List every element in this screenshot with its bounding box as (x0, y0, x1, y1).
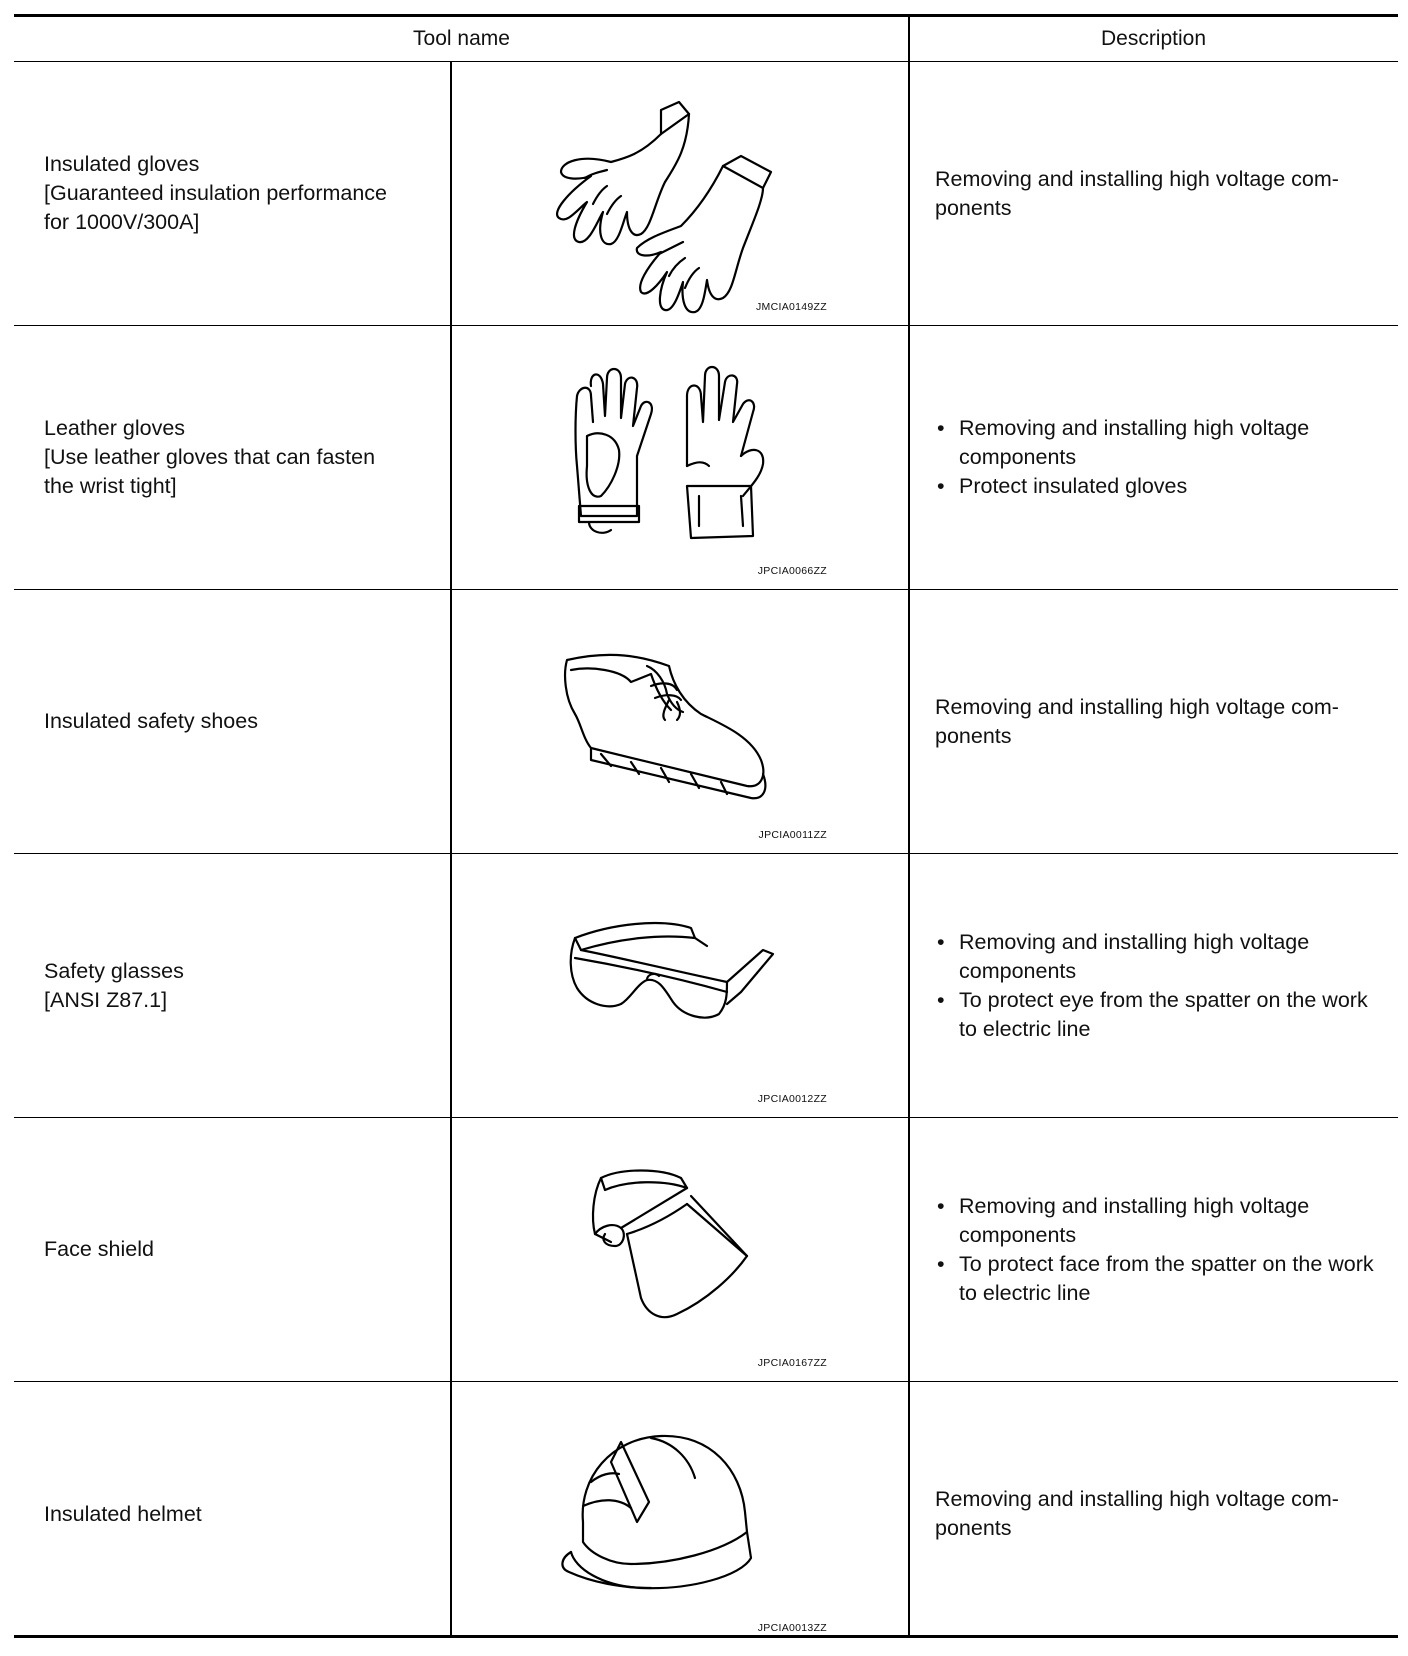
tool-name (44, 1118, 434, 1381)
insulated-helmet-icon (451, 1382, 909, 1646)
leather-gloves-icon (451, 326, 909, 590)
tool-description (935, 1382, 1391, 1646)
tool-name-line: [ANSI Z87.1] (44, 987, 168, 1012)
tool-description (935, 1118, 1391, 1381)
table-row (14, 590, 1398, 854)
tool-description (935, 62, 1391, 325)
description-bullet: • To protect face from the spatter on the work to electric line (935, 1250, 1391, 1308)
figure-code: JPCIA0012ZZ (757, 1093, 827, 1105)
description-line: Removing and installing high voltage com- (935, 1487, 1339, 1511)
tool-description (935, 854, 1391, 1117)
figure-code: JPCIA0066ZZ (757, 565, 827, 577)
header-tool-name: Tool name (413, 27, 510, 50)
tool-name (44, 590, 434, 853)
figure-code: JPCIA0167ZZ (757, 1357, 827, 1369)
description-bullets (935, 928, 1391, 1044)
description-line: ponents (935, 723, 1012, 748)
tool-name (44, 62, 434, 325)
description-bullets (935, 414, 1391, 501)
tool-name-line: Safety glasses (44, 958, 184, 983)
tool-name-line: [Use leather gloves that can fasten (44, 445, 376, 469)
safety-shoes-icon (451, 590, 909, 854)
tool-name-line: [Guaranteed insulation performance (44, 181, 388, 205)
figure-code: JPCIA0013ZZ (757, 1622, 827, 1634)
tool-name (44, 854, 434, 1117)
figure-code: JMCIA0149ZZ (756, 301, 827, 313)
tool-illustration (451, 62, 909, 325)
table-header (14, 17, 1398, 62)
description-line: ponents (935, 1516, 1012, 1540)
tool-name-line: Insulated safety shoes (44, 709, 258, 733)
figure-code: JPCIA0011ZZ (758, 829, 827, 841)
tool-illustration (451, 1382, 909, 1646)
tool-illustration (451, 590, 909, 853)
insulated-gloves-icon (451, 62, 909, 326)
table-row (14, 1382, 1398, 1646)
table-row (14, 326, 1398, 590)
table-row (14, 62, 1398, 326)
tool-name-line: Face shield (44, 1237, 154, 1261)
header-description: Description (1100, 27, 1207, 50)
safety-glasses-icon (451, 854, 909, 1118)
tool-name-line: for 1000V/300A] (44, 210, 200, 234)
description-bullets (935, 1192, 1391, 1308)
description-line: ponents (935, 195, 1012, 220)
tool-name-line: Insulated helmet (44, 1501, 202, 1526)
table-row (14, 854, 1398, 1118)
tool-name-line: the wrist tight] (44, 474, 177, 498)
tool-name (44, 326, 434, 589)
tool-illustration (451, 854, 909, 1117)
tools-table (14, 14, 1398, 1638)
tool-description (935, 590, 1391, 853)
description-bullet: • Removing and installing high voltage components (935, 414, 1391, 472)
tool-illustration (451, 326, 909, 589)
table-row (14, 1118, 1398, 1382)
face-shield-icon (451, 1118, 909, 1382)
description-bullet: • To protect eye from the spatter on the work to electric line (935, 986, 1391, 1044)
description-bullet: • Removing and installing high voltage components (935, 928, 1391, 986)
description-line: Removing and installing high voltage com- (935, 694, 1339, 719)
tool-name-line: Leather gloves (44, 416, 186, 440)
tool-name (44, 1382, 434, 1646)
tool-name-line: Insulated gloves (44, 152, 200, 176)
description-bullet: • Removing and installing high voltage components (935, 1192, 1391, 1250)
description-line: Removing and installing high voltage com- (935, 166, 1339, 191)
tool-illustration (451, 1118, 909, 1381)
description-bullet: • Protect insulated gloves (935, 472, 1391, 501)
tool-description (935, 326, 1391, 589)
